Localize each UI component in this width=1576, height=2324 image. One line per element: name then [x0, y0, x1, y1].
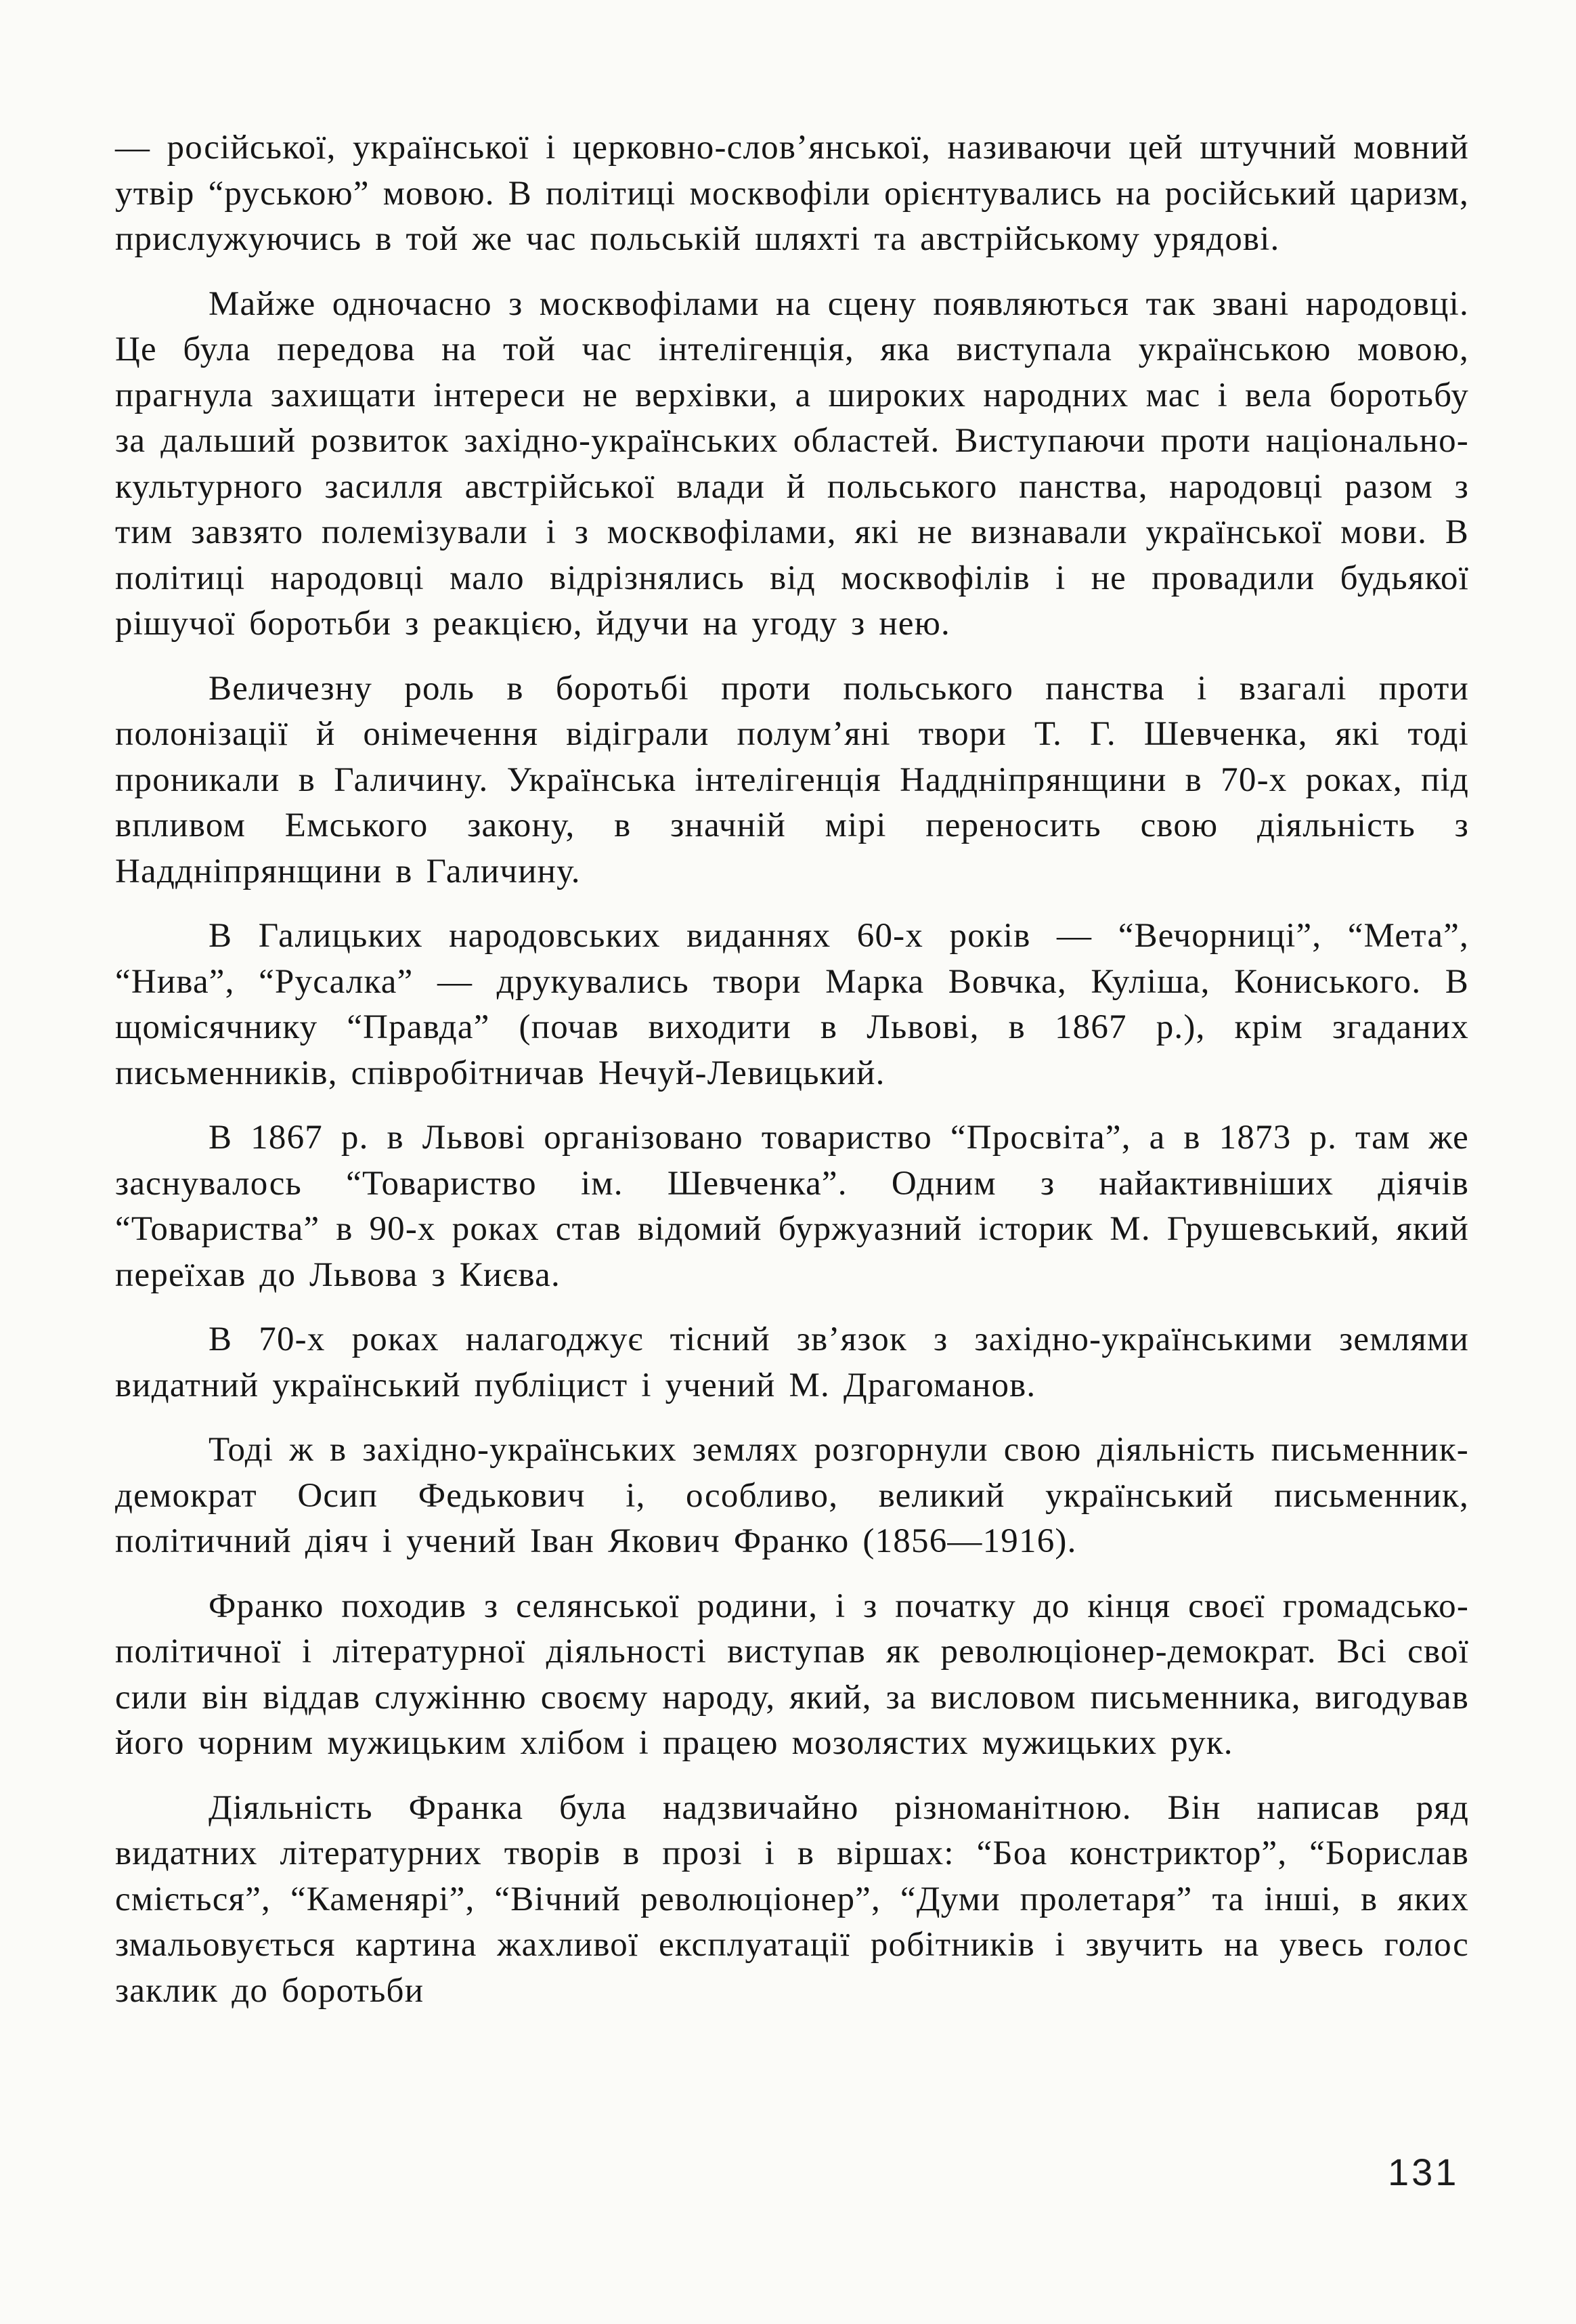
paragraph-2: Майже одночасно з москвофілами на сцену появляються так звані народовці. Це була передова на той час інтелігенція, яка виступала українською мовою, прагнула захищати інтереси не верхівки, а широких народних мас і вела боротьбу за дальший розвиток західно-українських областей. Виступаючи проти національно-культурного засилля австрійської влади й польського панства, народовці разом з тим завзято полемізували і з москвофілами, які не визнавали української мови. В політиці народовці мало відрізнялись від москвофілів і не провадили будьякої рішучої боротьби з реакцією, йдучи на угоду з нею. — [115, 284, 1469, 643]
paragraph-7: Тоді ж в західно-українських землях розгорнули свою діяльність письменник-демократ Осип Федькович і, особливо, великий український письменник, політичний діяч і учений Іван Якович Франко (1856—1916). — [115, 1431, 1469, 1560]
paragraph-1: — російської, української і церковно-слов’янської, називаючи цей штучний мовний утвір “руською” мовою. В політиці москвофіли орієнтувались на російський царизм, прислужуючись в той же час польській шляхті та австрійському урядові. — [115, 129, 1469, 258]
paragraph-5: В 1867 р. в Львові організовано товариство “Просвіта”, а в 1873 р. там же заснувалось “Товариство ім. Шевченка”. Одним з найактивніших діячів “Товариства” в 90-х роках став відомий буржуазний історик М. Грушевський, який переїхав до Львова з Києва. — [115, 1119, 1469, 1294]
paragraph-9: Діяльність Франка була надзвичайно різноманітною. Він написав ряд видатних літературних творів в прозі і в віршах: “Боа констриктор”, “Борислав сміється”, “Каменярі”, “Вічний революціонер”, “Думи пролетаря” та інші, в яких змальовується картина жахливої експлуатації робітників і звучить на увесь голос заклик до боротьби — [115, 1788, 1469, 2010]
page-body — [115, 125, 1469, 2033]
paragraph-4: В Галицьких народовських виданнях 60-х років — “Вечорниці”, “Мета”, “Нива”, “Русалка” — друкувались твори Марка Вовчка, Куліша, Кониського. В щомісячнику “Правда” (почав виходити в Львові, в 1867 р.), крім згаданих письменників, співробітничав Нечуй-Левицький. — [115, 917, 1469, 1092]
paragraph-8: Франко походив з селянської родини, і з початку до кінця своєї громадсько-політичної і літературної діяльності виступав як революціонер-демократ. Всі свої сили він віддав служінню своєму народу, який, за висловом письменника, вигодував його чорним мужицьким хлібом і працею мозолястих мужицьких рук. — [115, 1587, 1469, 1762]
page-number: 131 — [1388, 2151, 1460, 2193]
paragraph-6: В 70-х роках налагоджує тісний зв’язок з західно-українськими землями видатний український публіцист і учений М. Драгоманов. — [115, 1320, 1469, 1404]
paragraph-3: Величезну роль в боротьбі проти польського панства і взагалі проти полонізації й онімечення відіграли полум’яні твори Т. Г. Шевченка, які тоді проникали в Галичину. Українська інтелігенція Наддніпрянщини в 70-х роках, під впливом Емського закону, в значній мірі переносить свою діяльність з Наддніпрянщини в Галичину. — [115, 669, 1469, 890]
